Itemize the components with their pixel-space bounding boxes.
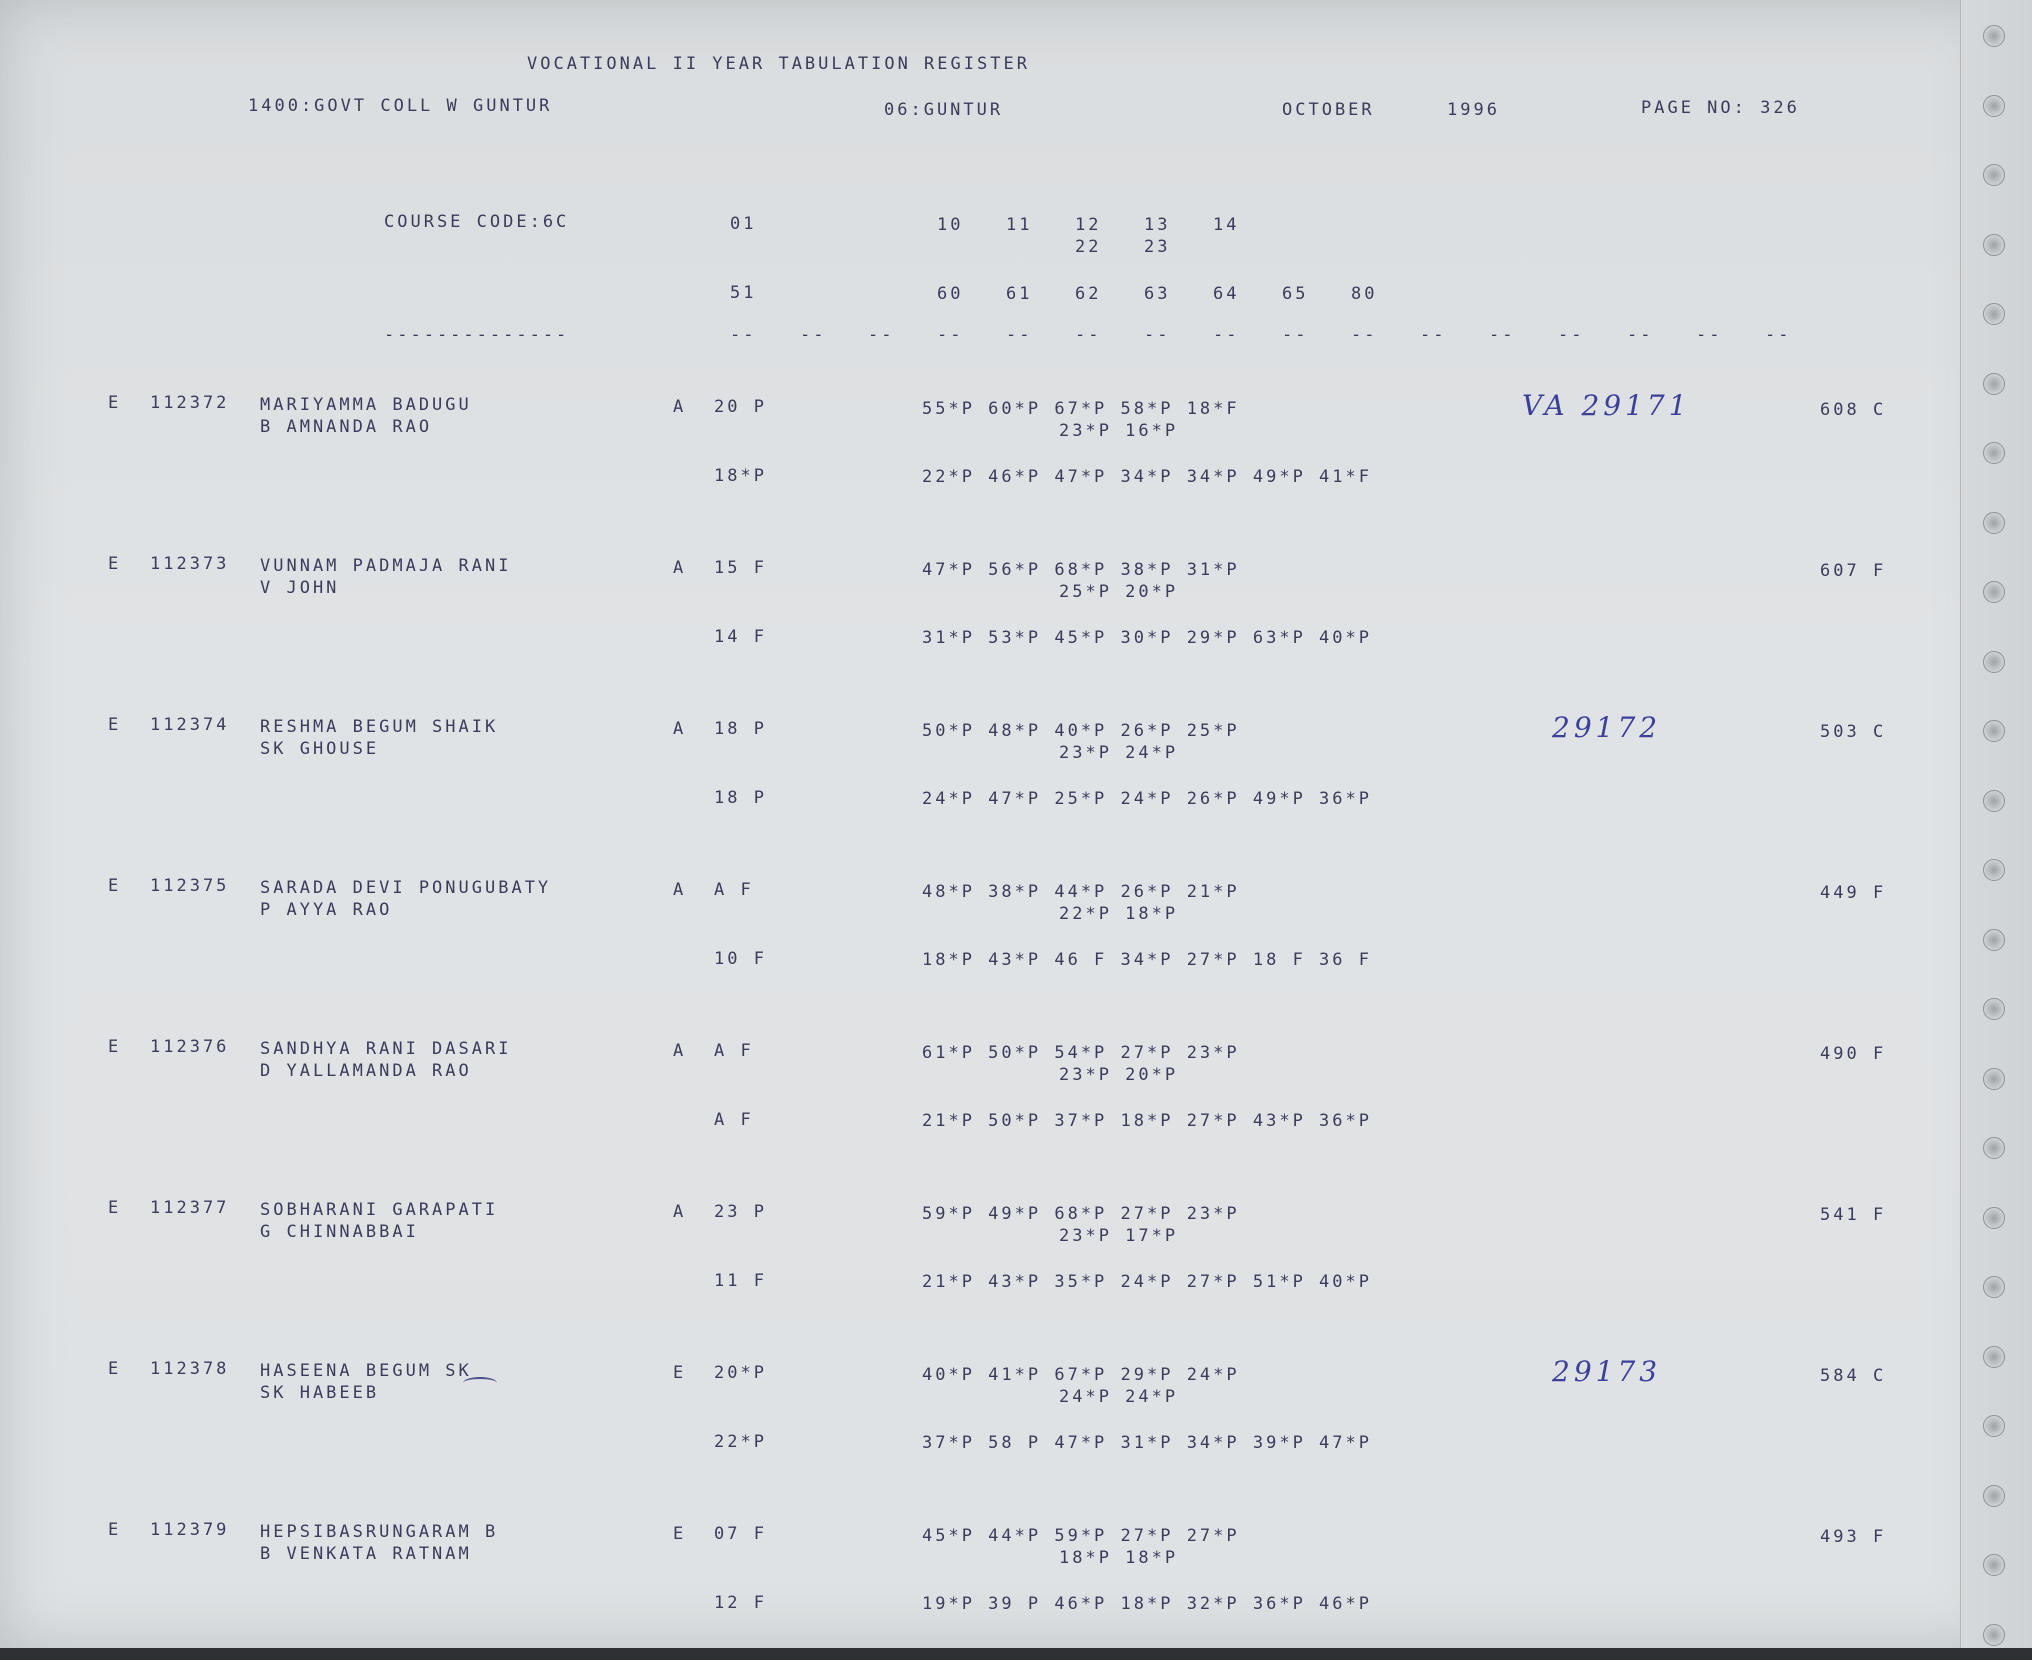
- exam-month: OCTOBER: [1282, 100, 1375, 120]
- col-code: 80: [1351, 284, 1378, 304]
- marks-row-1b: 23*P 20*P: [1059, 1065, 1179, 1085]
- feed-hole: [1983, 929, 2005, 951]
- group-code: A: [673, 558, 687, 578]
- separator-dash: --: [1213, 325, 1240, 345]
- first-year-grade: A F: [714, 880, 754, 900]
- feed-hole: [1983, 859, 2005, 881]
- feed-hole: [1983, 25, 2005, 47]
- hall-ticket-number: 112374: [150, 715, 230, 735]
- candidate-name: SANDHYA RANI DASARI: [260, 1039, 512, 1059]
- marks-row-1b: 23*P 24*P: [1059, 743, 1179, 763]
- parent-name: B VENKATA RATNAM: [260, 1544, 472, 1564]
- group-code: A: [673, 880, 687, 900]
- marks-row-1b: 23*P 17*P: [1059, 1226, 1179, 1246]
- handwritten-note: VA 29171: [1522, 389, 1691, 422]
- record-category: E: [108, 554, 122, 574]
- marks-row-1: 55*P 60*P 67*P 58*P 18*F: [922, 399, 1240, 419]
- marks-row-1b: 23*P 16*P: [1059, 421, 1179, 441]
- second-year-grade: 12 F: [714, 1593, 767, 1613]
- first-year-grade: 23 P: [714, 1202, 767, 1222]
- feed-hole: [1983, 1276, 2005, 1298]
- col-code: 64: [1213, 284, 1240, 304]
- pen-mark: [463, 1377, 497, 1389]
- feed-hole: [1983, 720, 2005, 742]
- total-result: 493 F: [1820, 1527, 1887, 1547]
- marks-row-1b: 22*P 18*P: [1059, 904, 1179, 924]
- col-code: 51: [730, 283, 757, 303]
- handwritten-note: 29172: [1552, 711, 1662, 744]
- marks-row-2: 19*P 39 P 46*P 18*P 32*P 36*P 46*P: [922, 1594, 1372, 1614]
- first-year-grade: 15 F: [714, 558, 767, 578]
- hall-ticket-number: 112372: [150, 393, 230, 413]
- parent-name: B AMNANDA RAO: [260, 417, 433, 437]
- candidate-name: HASEENA BEGUM SK: [260, 1361, 472, 1381]
- marks-row-2: 18*P 43*P 46 F 34*P 27*P 18 F 36 F: [922, 950, 1372, 970]
- parent-name: SK GHOUSE: [260, 739, 380, 759]
- parent-name: V JOHN: [260, 578, 340, 598]
- hall-ticket-number: 112375: [150, 876, 230, 896]
- separator-dash: --: [800, 325, 827, 345]
- marks-row-1: 40*P 41*P 67*P 29*P 24*P: [922, 1365, 1240, 1385]
- candidate-name: HEPSIBASRUNGARAM B: [260, 1522, 499, 1542]
- col-code: 22: [1075, 237, 1102, 257]
- group-code: A: [673, 1041, 687, 1061]
- separator-dash: --: [1144, 325, 1171, 345]
- marks-row-2: 37*P 58 P 47*P 31*P 34*P 39*P 47*P: [922, 1433, 1372, 1453]
- feed-hole: [1983, 1415, 2005, 1437]
- marks-row-2: 22*P 46*P 47*P 34*P 34*P 49*P 41*F: [922, 467, 1372, 487]
- feed-hole: [1983, 1068, 2005, 1090]
- marks-row-2: 24*P 47*P 25*P 24*P 26*P 49*P 36*P: [922, 789, 1372, 809]
- district-name: 06:GUNTUR: [884, 100, 1004, 120]
- feed-hole: [1983, 1137, 2005, 1159]
- feed-hole: [1983, 1554, 2005, 1576]
- first-year-grade: 20 P: [714, 397, 767, 417]
- record-category: E: [108, 876, 122, 896]
- total-result: 541 F: [1820, 1205, 1887, 1225]
- feed-hole: [1983, 998, 2005, 1020]
- marks-row-1b: 18*P 18*P: [1059, 1548, 1179, 1568]
- exam-year: 1996: [1447, 100, 1500, 120]
- separator-dash: --: [1420, 325, 1447, 345]
- candidate-name: SARADA DEVI PONUGUBATY: [260, 878, 552, 898]
- page-number: PAGE NO: 326: [1641, 98, 1800, 118]
- record-category: E: [108, 1037, 122, 1057]
- separator-dash: --: [1282, 325, 1309, 345]
- parent-name: G CHINNABBAI: [260, 1222, 419, 1242]
- marks-row-1: 59*P 49*P 68*P 27*P 23*P: [922, 1204, 1240, 1224]
- first-year-grade: 18 P: [714, 719, 767, 739]
- separator-dash: --: [1765, 325, 1792, 345]
- col-code: 11: [1006, 215, 1033, 235]
- candidate-name: VUNNAM PADMAJA RANI: [260, 556, 512, 576]
- feed-hole: [1983, 1346, 2005, 1368]
- marks-row-2: 21*P 50*P 37*P 18*P 27*P 43*P 36*P: [922, 1111, 1372, 1131]
- group-code: E: [673, 1363, 687, 1383]
- record-category: E: [108, 1359, 122, 1379]
- second-year-grade: 10 F: [714, 949, 767, 969]
- separator-dash: --: [1075, 325, 1102, 345]
- record-category: E: [108, 1520, 122, 1540]
- feed-hole: [1983, 1624, 2005, 1646]
- group-code: A: [673, 1202, 687, 1222]
- col-code: 60: [937, 284, 964, 304]
- col-code: 12: [1075, 215, 1102, 235]
- marks-row-1: 50*P 48*P 40*P 26*P 25*P: [922, 721, 1240, 741]
- parent-name: D YALLAMANDA RAO: [260, 1061, 472, 1081]
- marks-row-2: 21*P 43*P 35*P 24*P 27*P 51*P 40*P: [922, 1272, 1372, 1292]
- first-year-grade: 20*P: [714, 1363, 767, 1383]
- candidate-name: SOBHARANI GARAPATI: [260, 1200, 499, 1220]
- feed-hole: [1983, 512, 2005, 534]
- col-code: 63: [1144, 284, 1171, 304]
- hall-ticket-number: 112378: [150, 1359, 230, 1379]
- group-code: A: [673, 397, 687, 417]
- separator-dash: --: [1351, 325, 1378, 345]
- separator-dash: --: [1696, 325, 1723, 345]
- col-code: 01: [730, 214, 757, 234]
- second-year-grade: 18*P: [714, 466, 767, 486]
- feed-hole: [1983, 234, 2005, 256]
- parent-name: P AYYA RAO: [260, 900, 393, 920]
- feed-hole: [1983, 581, 2005, 603]
- group-code: E: [673, 1524, 687, 1544]
- total-result: 584 C: [1820, 1366, 1887, 1386]
- record-category: E: [108, 715, 122, 735]
- marks-row-1b: 24*P 24*P: [1059, 1387, 1179, 1407]
- feed-hole: [1983, 303, 2005, 325]
- total-result: 503 C: [1820, 722, 1887, 742]
- separator-dash: --: [1006, 325, 1033, 345]
- separator-dash: --: [868, 325, 895, 345]
- record-category: E: [108, 1198, 122, 1218]
- col-code: 61: [1006, 284, 1033, 304]
- handwritten-note: 29173: [1552, 1355, 1662, 1388]
- second-year-grade: A F: [714, 1110, 754, 1130]
- second-year-grade: 22*P: [714, 1432, 767, 1452]
- total-result: 607 F: [1820, 561, 1887, 581]
- college-name: 1400:GOVT COLL W GUNTUR: [248, 96, 553, 116]
- feed-hole: [1983, 164, 2005, 186]
- feed-hole: [1983, 1207, 2005, 1229]
- candidate-name: MARIYAMMA BADUGU: [260, 395, 472, 415]
- first-year-grade: A F: [714, 1041, 754, 1061]
- total-result: 449 F: [1820, 883, 1887, 903]
- marks-row-2: 31*P 53*P 45*P 30*P 29*P 63*P 40*P: [922, 628, 1372, 648]
- marks-row-1b: 25*P 20*P: [1059, 582, 1179, 602]
- col-code: 13: [1144, 215, 1171, 235]
- record-category: E: [108, 393, 122, 413]
- hall-ticket-number: 112379: [150, 1520, 230, 1540]
- marks-row-1: 47*P 56*P 68*P 38*P 31*P: [922, 560, 1240, 580]
- feed-hole: [1983, 442, 2005, 464]
- feed-hole: [1983, 790, 2005, 812]
- col-code: 23: [1144, 237, 1171, 257]
- separator-dash: --: [1489, 325, 1516, 345]
- register-title: VOCATIONAL II YEAR TABULATION REGISTER: [527, 54, 1030, 74]
- feed-hole: [1983, 95, 2005, 117]
- separator-dash: --: [1558, 325, 1585, 345]
- group-code: A: [673, 719, 687, 739]
- second-year-grade: 14 F: [714, 627, 767, 647]
- separator-rule: --------------: [384, 325, 570, 345]
- candidate-name: RESHMA BEGUM SHAIK: [260, 717, 499, 737]
- feed-hole: [1983, 373, 2005, 395]
- marks-row-1: 45*P 44*P 59*P 27*P 27*P: [922, 1526, 1240, 1546]
- course-code: COURSE CODE:6C: [384, 212, 570, 232]
- second-year-grade: 18 P: [714, 788, 767, 808]
- hall-ticket-number: 112377: [150, 1198, 230, 1218]
- separator-dash: --: [730, 325, 757, 345]
- page-bottom-edge: [0, 1648, 2032, 1660]
- total-result: 490 F: [1820, 1044, 1887, 1064]
- col-code: 14: [1213, 215, 1240, 235]
- separator-dash: --: [937, 325, 964, 345]
- parent-name: SK HABEEB: [260, 1383, 380, 1403]
- col-code: 65: [1282, 284, 1309, 304]
- hall-ticket-number: 112373: [150, 554, 230, 574]
- col-code: 62: [1075, 284, 1102, 304]
- separator-dash: --: [1627, 325, 1654, 345]
- marks-row-1: 48*P 38*P 44*P 26*P 21*P: [922, 882, 1240, 902]
- second-year-grade: 11 F: [714, 1271, 767, 1291]
- col-code: 10: [937, 215, 964, 235]
- hall-ticket-number: 112376: [150, 1037, 230, 1057]
- total-result: 608 C: [1820, 400, 1887, 420]
- feed-hole: [1983, 651, 2005, 673]
- feed-hole: [1983, 1485, 2005, 1507]
- first-year-grade: 07 F: [714, 1524, 767, 1544]
- marks-row-1: 61*P 50*P 54*P 27*P 23*P: [922, 1043, 1240, 1063]
